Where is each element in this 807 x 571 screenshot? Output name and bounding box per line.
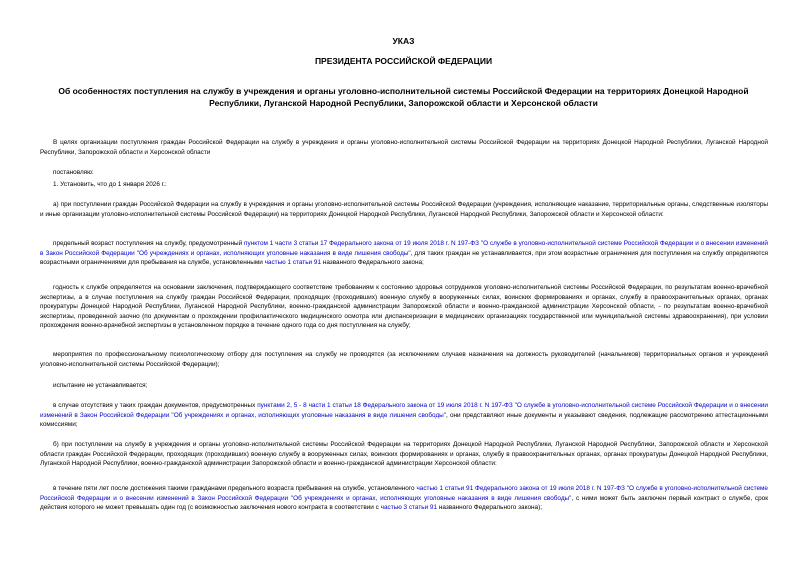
contract-paragraph	[40, 484, 768, 513]
paragraph-text: предельный возраст поступления на службу, предусмотренный	[53, 240, 245, 247]
law-link-article-91-part-3[interactable]: частью 3 статьи 91	[380, 504, 438, 512]
document-subject: Об особенностях поступления на службу в учреждения и органы уголовно-исполнительной системы Российской Федерации на территориях Донецкой Народной Республики, Луганской Народной Республики, Запорожской области и Херсонской области	[58, 86, 749, 108]
law-link-article-91-part-1[interactable]: частью 1 статьи 91	[264, 259, 322, 267]
document-issuer: ПРЕЗИДЕНТА РОССИЙСКОЙ ФЕДЕРАЦИИ	[314, 56, 493, 66]
paragraph-text: названного Федерального закона;	[321, 259, 424, 267]
document-type-title: УКАЗ	[392, 36, 415, 46]
psychological-selection-paragraph: мероприятия по профессиональному психологическому отбору для поступления на службу не проводятся (за исключением случаев назначения на должность руководителей (начальников) территориальных органов и учреждений уголовно-исполнительной системы Российской Федерации);	[40, 351, 768, 368]
subclause-b: б) при поступлении на службу в учреждения и органы уголовно-исполнительной системы Российской Федерации на территориях Донецкой Народной Республики, Луганской Народной Республики, Запорожской области и Херсонской области граждан Российской Федерации, проходящих (проходивших) военную службу в вооруженных силах, воинских формированиях и органах, службу в правоохранительных органах, органах прокуратуры Донецкой Народной Республики, Луганской Народной Республики, военно-гражданской администрации Запорожской области и военно-гражданской администрации Херсонской области:	[40, 441, 768, 468]
fitness-paragraph: годность к службе определяется на основании заключения, подтверждающего соответствие требованиям к состоянию здоровья сотрудников уголовно-исполнительной системы Российской Федерации, по результатам военно-врачебной экспертизы, а в случае поступления на службу граждан Российской Федерации, проходящих (проходивших) военную службу в вооруженных силах, воинских формированиях и органах, службу в правоохранительных органах, органах прокуратуры Донецкой Народной Республики, Луганской Народной Республики, военно-гражданской администрации Запорожской области и военно-гражданской администрации Херсонской области, - по результатам военно-врачебной экспертизы, проведенной заочно (по документам о прохождении профилактического медицинского осмотра или диспансеризации в медицинских организациях государственной или муниципальной системы здравоохранения), при условии прохождения военно-врачебной экспертизы в установленном порядке в течение одного года со дня поступления на службу;	[40, 284, 768, 330]
law-link-article-17[interactable]: пунктом 1 части 3 статьи 17 Федерального закона от 19 июля 2018 г. N 197-ФЗ "О службе в уголовно-исполнительной системе Российской Федерации и о внесении изменений в Закон Российской Федерации "Об учреждениях и органах, исполняющих уголовные наказания в виде лишения свободы"	[40, 240, 768, 257]
subclause-a: а) при поступлении граждан Российской Федерации на службу в учреждения и органы уголовно-исполнительной системы Российской Федерации (учреждения, исполняющие наказание, территориальные органы, следственные изоляторы и иные организации уголовно-исполнительной системы Российской Федерации) на территориях Донецкой Народной Республики, Луганской Народной Республики, Запорожской области и Херсонской области:	[40, 201, 768, 218]
preamble-paragraph: В целях организации поступления граждан Российской Федерации на службу в учреждения и органы уголовно-исполнительной системы Российской Федерации на территориях Донецкой Народной Республики, Луганской Народной Республики, Запорожской области и Херсонской области	[40, 139, 768, 156]
probation-paragraph: испытание не устанавливается;	[53, 382, 148, 389]
documents-paragraph	[40, 401, 768, 430]
clause-1: 1. Установить, что до 1 января 2026 г.:	[53, 181, 167, 188]
age-limit-paragraph	[40, 239, 768, 268]
decree-word: постановляю:	[53, 169, 94, 176]
paragraph-text: , они представляют иные документы и указывают сведения, подлежащие рассмотрению аттестационными комиссиями;	[40, 411, 768, 429]
paragraph-text: , для таких граждан не устанавливается, при этом возрастные ограничения для поступления на службу определяются возрастными ограничениями для пребывания на службе, установленными	[40, 249, 768, 267]
law-link-article-91-part-1-b[interactable]: частью 1 статьи 91 Федерального закона от 19 июля 2018 г. N 197-ФЗ "О службе в уголовно-исполнительной системе Российской Федерации и о внесении изменений в Закон Российской Федерации "Об учреждениях и органах, исполняющих уголовные наказания в виде лишения свободы"	[40, 485, 768, 502]
paragraph-text: , с ними может быть заключен первый контракт о службе, срок действия которого не может превышать один год (с возможностью заключения нового контракта в соответствии с	[40, 494, 768, 512]
law-link-article-18[interactable]: пунктами 2, 5 - 8 части 1 статьи 18 Федерального закона от 19 июля 2018 г. N 197-ФЗ "О службе в уголовно-исполнительной системе Российской Федерации и о внесении изменений в Закон Российской Федерации "Об учреждениях и органах, исполняющих уголовные наказания в виде лишения свободы"	[40, 402, 768, 419]
paragraph-text: в случае отсутствия у таких граждан документов, предусмотренных	[53, 402, 258, 409]
paragraph-text: названного Федерального закона);	[437, 504, 542, 512]
paragraph-text: в течение пяти лет после достижения такими гражданами предельного возраста пребывания на службе, установленного	[53, 485, 417, 492]
